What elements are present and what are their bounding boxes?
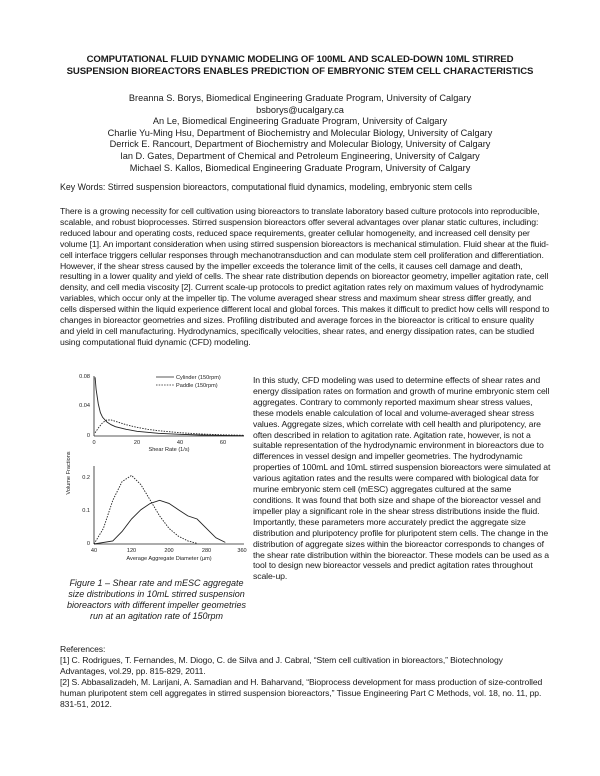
author-line: Derrick E. Rancourt, Department of Biochemistry and Molecular Biology, University of Calgary	[109, 139, 491, 150]
figure-1-caption: Figure 1 – Shear rate and mESC aggregate size distributions in 10mL stirred suspension bioreactors with different impeller geometries run at an agitation rate of 150rpm	[66, 578, 247, 621]
author-line: An Le, Biomedical Engineering Graduate Program, University of Calgary	[152, 116, 448, 127]
bottom-y-tick: 0.1	[82, 508, 90, 514]
bottom-x-axis-label: Average Aggregate Diameter (µm)	[126, 556, 212, 562]
author-line: Breanna S. Borys, Biomedical Engineering Graduate Program, University of Calgary	[128, 93, 472, 103]
bottom-x-tick: 360	[237, 548, 247, 554]
body-paragraph-1: There is a growing necessity for cell cultivation using bioreactors to translate laboratory based culture protocols into reproducible, scalable, and robust bioprocesses. Stirred suspension bioreactors offer several advantages over planar static cultures, including: reduced labour and operating costs, reduced space requirements, greater cellular homogeneity, and increased cell density per volume [1]. An important consideration when using stirred suspension bioreactors is mechanical stimulation. Fluid shear at the fluid-cell interface triggers cellular responses through mechanotransduction and can modulate stem cell proliferation and differentiation. However, if the shear stress caused by the impeller exceeds the tolerance limit of the cells, it causes cell damage and death, resulting in a lower quality and yield of cells. The shear rate distribution depends on bioreactor geometry, impeller agitation rate, cell density, and cell media viscosity [2]. Current scale-up protocols to predict agitation rates rely on maximum values of hydrodynamic variables, which occur only at the impeller tip. The volume averaged shear stress and maximum shear stress differ greatly, and cells dispersed within the liquid experience different local and global forces. This makes it difficult to predict how cells will respond to changes in bioreactor geometries and sizes. Profiling distributed and average forces in the bioreactor is critical to ensure quality and yield in cell manufacturing. Hydrodynamics, specifically velocities, shear rates, and energy dissipation rates, can be studied using computational fluid dynamic (CFD) modeling.	[60, 206, 550, 347]
author-line: Michael S. Kallos, Biomedical Engineering Graduate Program, University of Calgary	[129, 162, 471, 173]
bottom-y-tick: 0	[86, 541, 90, 547]
reference-item: [2] S. Abbasalizadeh, M. Larijani, A. Samadian and H. Baharvand, “Bioprocess development for mass production of size-controlled human pluripotent stem cell aggregates in stirred suspension bioreactors,” Tissue Engineering Part C Methods, vol. 18, no. 11, pp. 831-51, 2012.	[60, 676, 543, 709]
shear-rate-chart	[79, 374, 244, 453]
aggregate-size-chart	[82, 466, 246, 562]
paper-title	[40, 54, 560, 78]
legend-paddle: Paddle (150rpm)	[176, 383, 218, 389]
references-heading: References:	[60, 644, 106, 654]
top-x-tick: 20	[133, 440, 141, 446]
top-x-tick: 0	[92, 440, 96, 446]
author-email: bsborys@ucalgary.ca	[256, 104, 344, 115]
y-axis-label: Volume Fractions	[66, 451, 72, 495]
legend-cylinder: Cylinder (150rpm)	[176, 375, 221, 381]
top-y-tick: 0.04	[79, 403, 90, 409]
bottom-x-tick: 120	[126, 548, 137, 554]
bottom-series-cylinder	[94, 500, 225, 544]
references	[60, 644, 550, 709]
figure-1	[64, 368, 249, 578]
top-y-tick: 0	[86, 433, 90, 439]
top-series-cylinder	[95, 377, 244, 435]
bottom-x-tick: 280	[201, 548, 212, 554]
author-line: Ian D. Gates, Department of Chemical and Petroleum Engineering, University of Calgary	[120, 150, 480, 161]
author-line: Charlie Yu-Ming Hsu, Department of Biochemistry and Molecular Biology, University of Calgary	[107, 127, 493, 138]
figure-1-charts	[64, 368, 249, 578]
bottom-y-tick: 0.2	[82, 475, 90, 481]
keywords: Key Words: Stirred suspension bioreactors, computational fluid dynamics, modeling, embryonic stem cells	[60, 182, 473, 192]
title-line-1: COMPUTATIONAL FLUID DYNAMIC MODELING OF 100ML AND SCALED-DOWN 10ML STIRRED	[86, 54, 514, 65]
top-x-tick: 60	[219, 440, 227, 446]
bottom-x-tick: 200	[164, 548, 174, 554]
top-x-tick: 40	[176, 440, 184, 446]
top-x-axis-label: Shear Rate (1/s)	[148, 447, 190, 453]
author-list	[40, 93, 560, 174]
bottom-series-paddle	[94, 475, 197, 544]
top-y-tick: 0.08	[79, 374, 90, 380]
title-line-2: SUSPENSION BIOREACTORS ENABLES PREDICTION OF EMBRYONIC STEM CELL CHARACTERISTICS	[66, 66, 534, 77]
reference-item: [1] C. Rodrigues, T. Fernandes, M. Diogo, C. de Silva and J. Cabral, “Stem cell cultivation in bioreactors,” Biotechnology Advantages, vol.29, pp. 815-829, 2011.	[60, 654, 503, 676]
body-paragraph-2: In this study, CFD modeling was used to determine effects of shear rates and energy dissipation rates on formation and growth of murine embryonic stem cell aggregates. Contrary to commonly reported maximum shear stress values, these models enable calculation of local and volume-averaged shear stress values. Aggregate sizes, which correlate with cell health and pluripotency, are often described in relation to agitation rate. Agitation rate, however, is not a suitable representation of the hydrodynamic environment in bioreactors due to differences in vessel design and impeller geometries. The hydrodynamic properties of 100mL and 10mL stirred suspension bioreactors were simulated at various agitation rates and the results were compared with biological data for murine embryonic stem cell (mESC) aggregates cultured at the same conditions. It was found that both size and shape of the bioreactor vessel and impeller play a significant role in the shear stress distributions inside the fluid. Importantly, these parameters more accurately predict the aggregate size distribution and pluripotency profile for pluripotent stem cells. The change in the distribution of aggregate sizes within the bioreactor corresponds to changes of the shear rate distribution within the bioreactor. These models can be used as a tool to design new bioreactor vessels and predict agitation rates throughout scale-up.	[253, 375, 551, 582]
bottom-x-tick: 40	[90, 548, 98, 554]
